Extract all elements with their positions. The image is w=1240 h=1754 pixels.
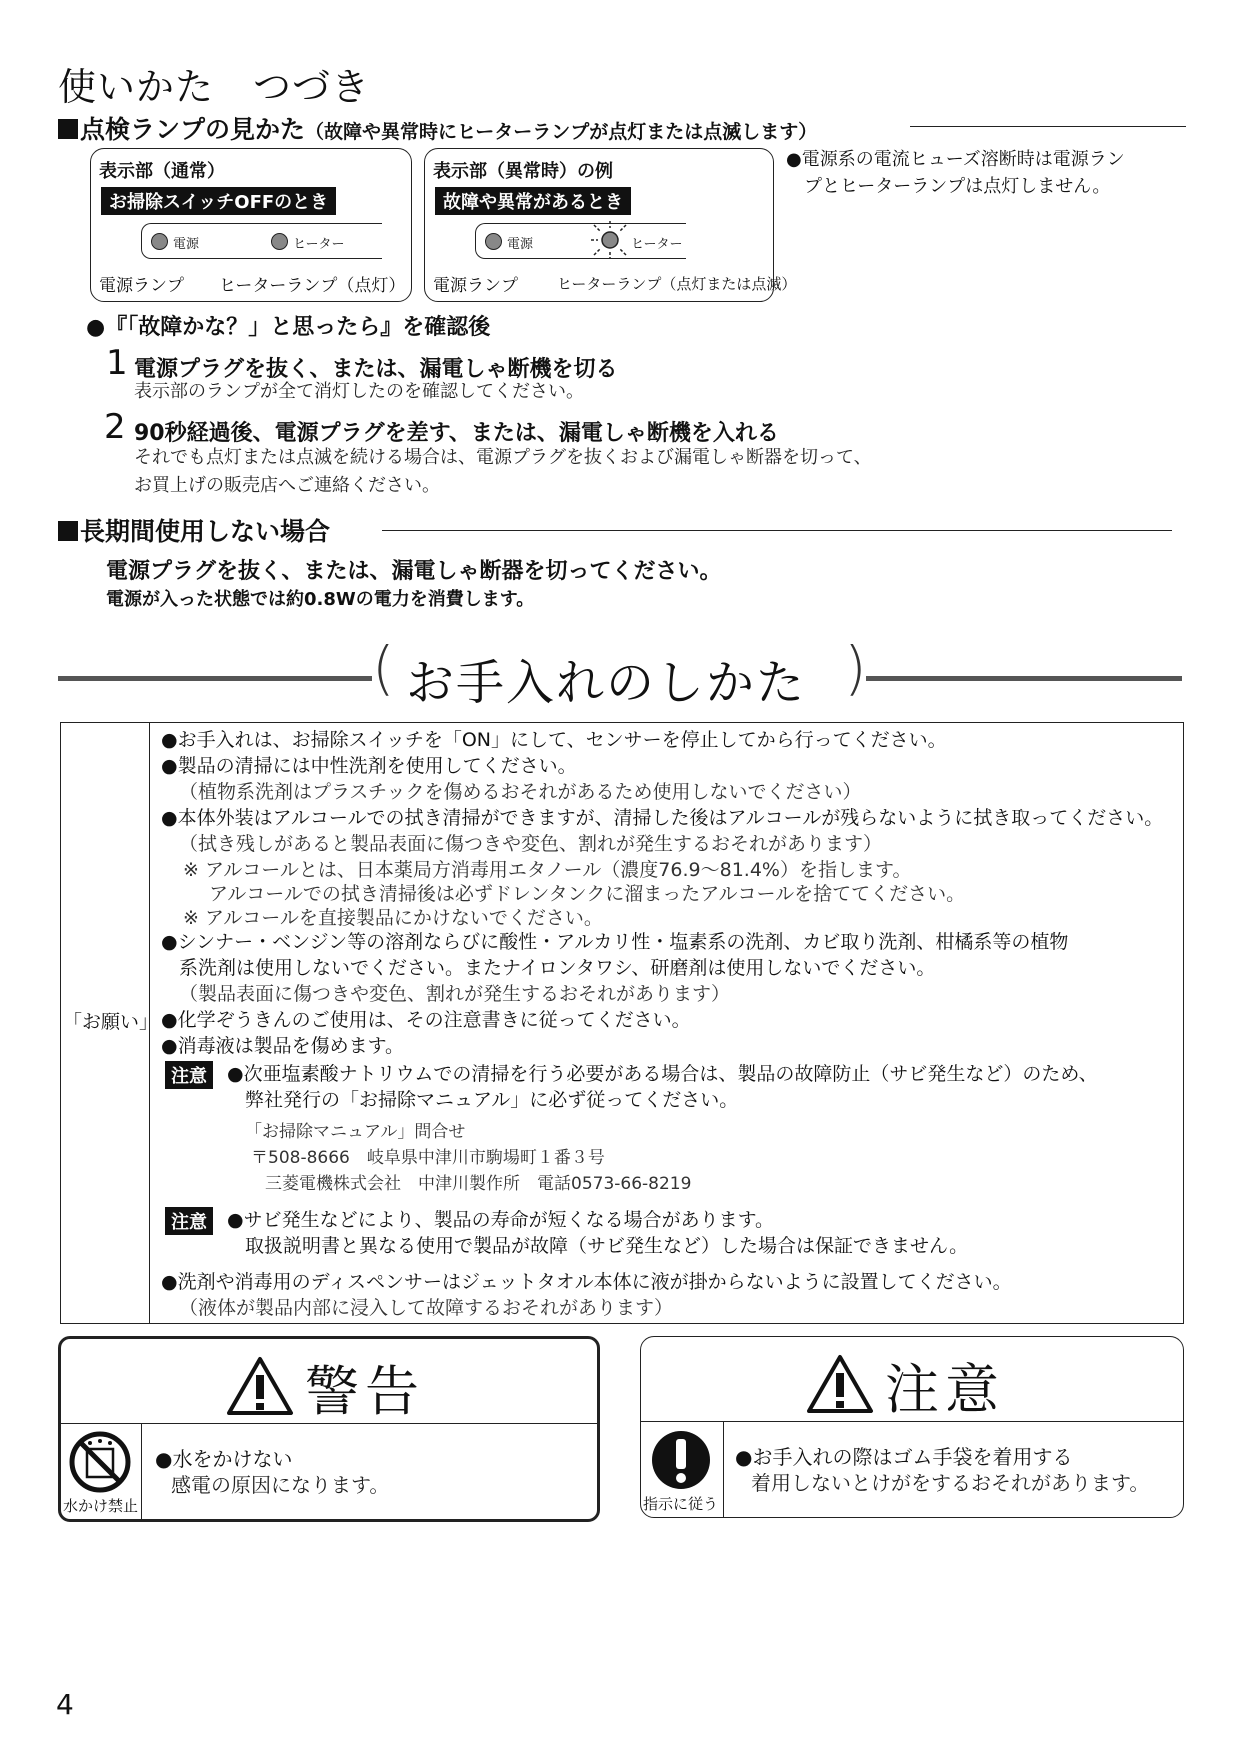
power-lamp-label: 電源 <box>507 237 534 252</box>
heading-square-icon <box>58 521 78 541</box>
heater-lamp-label: ヒーター <box>631 237 683 252</box>
page-number: 4 <box>56 1688 74 1721</box>
care-line: （拭き残しがあると製品表面に傷つきや変色、割れが発生するおそれがあります） <box>179 833 883 855</box>
care-paren-close: ) <box>844 634 867 702</box>
long-term-heading <box>58 512 330 548</box>
step-1-title: 電源プラグを抜く、または、漏電しゃ断機を切る <box>134 357 618 382</box>
chui1-line: ●次亜塩素酸ナトリウムでの清掃を行う必要がある場合は、製品の故障防止（サビ発生など）のため、 <box>227 1063 1098 1085</box>
panel-normal-badge: お掃除スイッチOFFのとき <box>101 187 336 215</box>
panel-normal-title: 表示部（通常） <box>99 161 225 182</box>
power-lamp-caption: 電源ランプ <box>433 276 518 296</box>
heater-lamp-caption: ヒーターランプ（点灯または点滅） <box>557 275 797 293</box>
care-table <box>60 722 1184 1324</box>
long-term-line2: 電源が入った状態では約0.8Wの電力を消費します。 <box>106 589 535 610</box>
step-2-desc-line: それでも点灯または点滅を続ける場合は、電源プラグを抜くおよび漏電しゃ断器を切って、 <box>134 447 872 468</box>
heater-lamp-caption: ヒーターランプ（点灯） <box>219 276 406 296</box>
care-line: ●本体外装はアルコールでの拭き清掃ができますが、清掃した後はアルコールが残らないように拭き取ってください。 <box>161 807 1164 829</box>
care-paren-open: ( <box>372 634 395 702</box>
caution-triangle-icon <box>805 1353 875 1415</box>
care-line: （植物系洗剤はプラスチックを傷めるおそれがあるため使用しないでください） <box>179 781 862 803</box>
power-lamp-icon <box>485 233 502 250</box>
caution-title: 注意 <box>885 1358 1005 1421</box>
care-title-block <box>372 636 866 716</box>
contact-line: 〒508-8666 岐阜県中津川市駒場町１番３号 <box>251 1148 605 1168</box>
step-2-desc-line: お買上げの販売店へご連絡ください。 <box>134 475 440 496</box>
fuse-note-line: ●電源系の電流ヒューズ溶断時は電源ラン <box>786 149 1125 170</box>
step-2-number: 2 <box>104 407 126 447</box>
warning-line2: 感電の原因になります。 <box>171 1473 390 1497</box>
caution-line1: ●お手入れの際はゴム手袋を着用する <box>735 1445 1073 1469</box>
heading-square-icon <box>58 119 78 139</box>
care-line: ●シンナー・ベンジン等の溶剤ならびに酸性・アルカリ性・塩素系の洗剤、カビ取り洗剤、柑橘系等の植物 <box>161 931 1069 953</box>
panel-abnormal-badge: 故障や異常があるとき <box>435 187 631 215</box>
care-line: ●お手入れは、お掃除スイッチを「ON」にして、センサーを停止してから行ってください。 <box>161 729 947 751</box>
step-2-title: 90秒経過後、電源プラグを差す、または、漏電しゃ断機を入れる <box>134 421 779 446</box>
fuse-note-line: プとヒーターランプは点灯しません。 <box>804 176 1111 197</box>
blinking-heater-lamp-icon <box>589 219 631 261</box>
care-line: ●消毒液は製品を傷めます。 <box>161 1035 405 1057</box>
long-term-line1: 電源プラグを抜く、または、漏電しゃ断器を切ってください。 <box>106 559 722 584</box>
warning-title: 警告 <box>305 1360 425 1423</box>
no-water-icon <box>65 1429 135 1495</box>
care-line: ※ アルコールとは、日本薬局方消毒用エタノール（濃度76.9～81.4%）を指します。 <box>183 859 912 881</box>
step-1-number: 1 <box>106 343 128 383</box>
follow-instruction-caption: 指示に従う <box>643 1495 719 1513</box>
care-line: 系洗剤は使用しないでください。またナイロンタワシ、研磨剤は使用しないでください。 <box>179 957 936 979</box>
care-title: お手入れのしかた <box>406 655 807 711</box>
follow-instruction-icon <box>647 1427 715 1493</box>
care-line: ●化学ぞうきんのご使用は、その注意書きに従ってください。 <box>161 1009 691 1031</box>
contact-line: 三菱電機株式会社 中津川製作所 電話0573-66-8219 <box>265 1174 692 1194</box>
caution-vdivider <box>723 1421 724 1517</box>
heater-lamp-icon <box>271 233 288 250</box>
chui-badge: 注意 <box>165 1061 213 1089</box>
heading-rule <box>382 530 1172 531</box>
lamp-heading-sub: （故障や異常時にヒーターランプが点灯または点滅します） <box>305 121 818 143</box>
warning-line1: ●水をかけない <box>155 1447 293 1471</box>
page-title: 使いかた つづき <box>58 65 371 109</box>
power-lamp-icon <box>151 233 168 250</box>
care-line: ●製品の清掃には中性洗剤を使用してください。 <box>161 755 577 777</box>
care-line: （製品表面に傷つきや変色、割れが発生するおそれがあります） <box>179 983 731 1005</box>
warning-box <box>58 1336 600 1522</box>
onegai-label: 「お願い」 <box>63 1011 159 1033</box>
panel-abnormal-title: 表示部（異常時）の例 <box>433 161 613 182</box>
panel-abnormal <box>424 148 797 302</box>
chui2-line: ●サビ発生などにより、製品の寿命が短くなる場合があります。 <box>227 1209 775 1231</box>
warning-triangle-icon <box>225 1355 295 1417</box>
check-heading: ●『「故障かな？」と思ったら』を確認後 <box>86 315 491 340</box>
care-line: ※ アルコールを直接製品にかけないでください。 <box>183 907 603 929</box>
fuse-note <box>786 146 1125 200</box>
heater-lamp-label: ヒーター <box>293 237 345 252</box>
chui1-line: 弊社発行の「お掃除マニュアル」に必ず従ってください。 <box>245 1089 739 1111</box>
caution-line2: 着用しないとけがをするおそれがあります。 <box>751 1471 1150 1495</box>
contact-line: 「お掃除マニュアル」問合せ <box>245 1122 466 1142</box>
care-line: ●洗剤や消毒用のディスペンサーはジェットタオル本体に液が掛からないように設置してください。 <box>161 1271 1012 1293</box>
lamp-section-heading <box>58 110 817 146</box>
caution-box <box>640 1336 1184 1518</box>
care-line: アルコールでの拭き清掃後は必ずドレンタンクに溜まったアルコールを捨ててください。 <box>209 883 966 905</box>
heading-rule <box>910 126 1186 127</box>
step-1-desc: 表示部のランプが全て消灯したのを確認してください。 <box>134 381 584 402</box>
care-line: （液体が製品内部に浸入して故障するおそれがあります） <box>179 1297 674 1319</box>
power-lamp-caption: 電源ランプ <box>99 276 184 296</box>
chui2-line: 取扱説明書と異なる使用で製品が故障（サビ発生など）した場合は保証できません。 <box>245 1235 969 1257</box>
chui-badge: 注意 <box>165 1207 213 1235</box>
no-water-caption: 水かけ禁止 <box>63 1497 139 1515</box>
panel-normal <box>90 148 412 302</box>
warning-vdivider <box>141 1423 142 1519</box>
long-term-heading-text: 長期間使用しない場合 <box>80 517 331 546</box>
lamp-heading-text: 点検ランプの見かた <box>80 115 306 144</box>
power-lamp-label: 電源 <box>173 237 200 252</box>
